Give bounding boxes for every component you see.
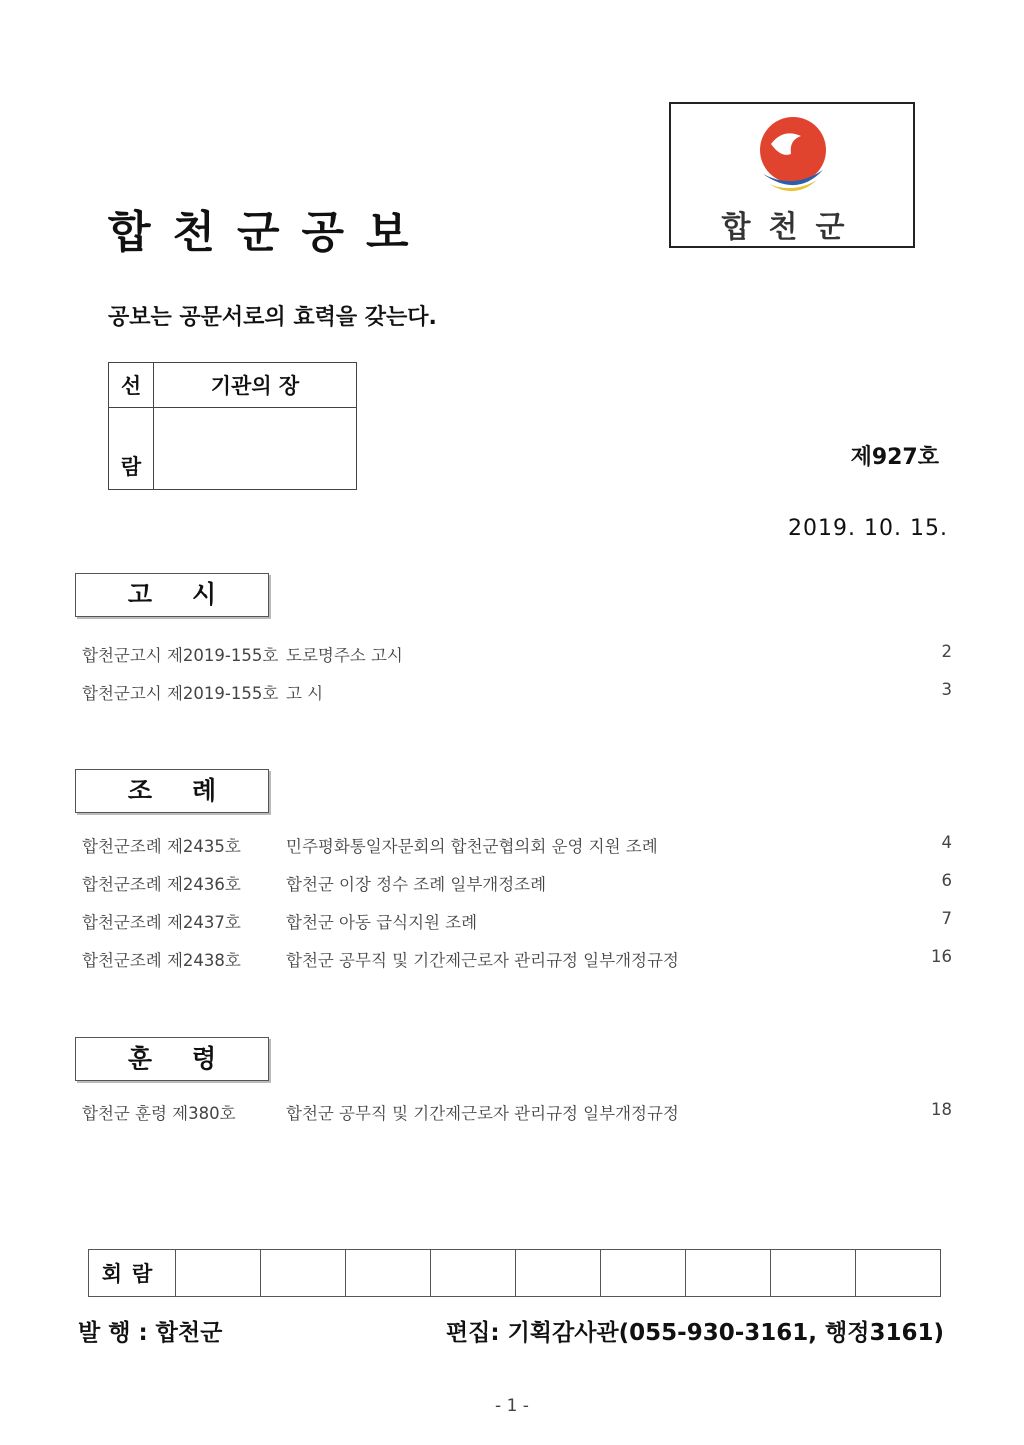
approval-label-bottom: 람 xyxy=(109,408,154,490)
circulation-cell xyxy=(856,1250,941,1297)
list-item[interactable] xyxy=(82,680,952,704)
item-page: 3 xyxy=(941,680,952,699)
item-title: 민주평화통일자문회의 합천군협의회 운영 지원 조례 xyxy=(286,837,658,856)
approval-head: 기관의 장 xyxy=(154,363,357,408)
section-heading-notice: 고시 xyxy=(75,573,269,617)
item-title: 합천군 공무직 및 기간제근로자 관리규정 일부개정규정 xyxy=(286,951,679,970)
issue-date: 2019. 10. 15. xyxy=(788,516,948,541)
circulation-cell xyxy=(771,1250,856,1297)
issue-number: 제927호 xyxy=(850,445,939,470)
item-page: 2 xyxy=(941,642,952,661)
approval-box xyxy=(108,362,357,490)
page-title: 합천군공보 xyxy=(108,207,431,258)
item-title: 합천군 아동 급식지원 조례 xyxy=(286,913,478,932)
item-ref: 합천군조례 제2437호 xyxy=(82,913,241,932)
logo-text: 합천군 xyxy=(721,210,863,245)
list-item[interactable] xyxy=(82,871,952,895)
circulation-cell xyxy=(261,1250,346,1297)
item-page: 7 xyxy=(941,909,952,928)
list-item[interactable] xyxy=(82,642,952,666)
item-page: 4 xyxy=(941,833,952,852)
item-page: 18 xyxy=(931,1100,952,1119)
item-title: 도로명주소 고시 xyxy=(286,646,403,665)
circulation-cell xyxy=(686,1250,771,1297)
editor-contact: 편집: 기획감사관(055-930-3161, 행정3161) xyxy=(445,1320,944,1346)
item-title: 고 시 xyxy=(286,684,324,703)
approval-sign-area xyxy=(154,408,357,490)
circulation-cell xyxy=(601,1250,686,1297)
circulation-cell xyxy=(176,1250,261,1297)
circulation-table xyxy=(88,1249,941,1297)
item-title: 합천군 이장 정수 조례 일부개정조례 xyxy=(286,875,547,894)
county-logo xyxy=(669,102,915,248)
section-heading-ordinance: 조례 xyxy=(75,769,269,813)
item-page: 6 xyxy=(941,871,952,890)
list-item[interactable] xyxy=(82,909,952,933)
county-emblem-icon xyxy=(753,114,833,200)
item-ref: 합천군조례 제2436호 xyxy=(82,875,241,894)
item-title: 합천군 공무직 및 기간제근로자 관리규정 일부개정규정 xyxy=(286,1104,679,1123)
list-item[interactable] xyxy=(82,1100,952,1124)
item-ref: 합천군조례 제2438호 xyxy=(82,951,241,970)
item-page: 16 xyxy=(931,947,952,966)
section-heading-directive: 훈령 xyxy=(75,1037,269,1081)
circulation-cell xyxy=(346,1250,431,1297)
page-number: - 1 - xyxy=(495,1396,529,1416)
list-item[interactable] xyxy=(82,833,952,857)
motto: 공보는 공문서로의 효력을 갖는다. xyxy=(108,305,437,330)
circulation-label: 회람 xyxy=(89,1250,176,1297)
approval-label-top: 선 xyxy=(109,363,154,408)
item-ref: 합천군 훈령 제380호 xyxy=(82,1104,236,1123)
item-ref: 합천군조례 제2435호 xyxy=(82,837,241,856)
item-ref: 합천군고시 제2019-155호 xyxy=(82,646,279,665)
item-ref: 합천군고시 제2019-155호 xyxy=(82,684,279,703)
publisher: 발 행 : 합천군 xyxy=(78,1320,223,1346)
circulation-cell xyxy=(516,1250,601,1297)
list-item[interactable] xyxy=(82,947,952,971)
circulation-cell xyxy=(431,1250,516,1297)
